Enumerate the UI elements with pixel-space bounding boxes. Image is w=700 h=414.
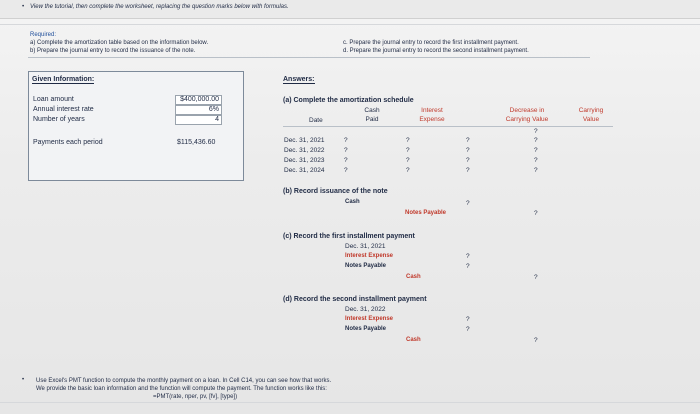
row-interest[interactable]: ?: [406, 167, 410, 174]
given-label-loan: Loan amount: [33, 96, 74, 103]
footer-line-2: We provide the basic loan information and the function will compute the payment. The function works like this:: [36, 386, 327, 392]
part-d-cash: Cash: [406, 337, 421, 343]
row-decrease[interactable]: ?: [466, 157, 470, 164]
part-c-cash: Cash: [406, 274, 421, 280]
given-info-panel: [28, 71, 244, 181]
part-b-cash: Cash: [345, 199, 360, 205]
footer-line-3: =PMT(rate, nper, pv, [fv], [type]): [153, 394, 238, 400]
part-c-notes: Notes Payable: [345, 263, 387, 269]
part-b-debit[interactable]: ?: [466, 200, 470, 207]
part-d-debit-interest[interactable]: ?: [466, 316, 470, 323]
footer-line-1: Use Excel's PMT function to compute the monthly payment on a loan. In Cell C14, you can see how that works.: [36, 378, 332, 384]
row-cash[interactable]: ?: [344, 167, 348, 174]
required-c: c. Prepare the journal entry to record the first installment payment.: [343, 40, 519, 46]
row-carrying[interactable]: ?: [534, 167, 538, 174]
required-a: a) Complete the amortization table based on the information below.: [30, 40, 209, 46]
row-decrease[interactable]: ?: [466, 137, 470, 144]
row-carrying[interactable]: ?: [534, 157, 538, 164]
row-date: Dec. 31, 2023: [284, 157, 325, 164]
given-info-title: Given Information:: [32, 76, 95, 83]
part-d-interest: Interest Expense: [345, 316, 394, 322]
col-carrying-header: Carrying Value: [578, 107, 604, 123]
row-cash[interactable]: ?: [344, 157, 348, 164]
part-b-notes-payable: Notes Payable: [405, 210, 447, 216]
part-b-credit[interactable]: ?: [534, 210, 538, 217]
payment-cell[interactable]: $115,436.60: [177, 139, 216, 146]
years-cell[interactable]: 4: [175, 115, 222, 125]
required-heading: Required:: [30, 32, 57, 38]
col-decrease-header: Decrease in Carrying Value: [505, 107, 549, 123]
row-date: Dec. 31, 2022: [284, 147, 325, 154]
row-interest[interactable]: ?: [406, 147, 410, 154]
row-cash[interactable]: ?: [344, 137, 348, 144]
col-date-header: Date: [309, 117, 323, 124]
given-label-payment: Payments each period: [33, 139, 103, 146]
grid-line: [0, 402, 700, 403]
opening-carrying-value[interactable]: ?: [534, 128, 538, 135]
part-d-date: Dec. 31, 2022: [345, 306, 386, 313]
instruction-text: View the tutorial, then complete the worksheet, replacing the question marks below with formulas.: [30, 4, 289, 10]
row-decrease[interactable]: ?: [466, 147, 470, 154]
bullet-icon: •: [22, 4, 25, 10]
row-interest[interactable]: ?: [406, 157, 410, 164]
part-d-credit-cash[interactable]: ?: [534, 337, 538, 344]
row-cash[interactable]: ?: [344, 147, 348, 154]
row-carrying[interactable]: ?: [534, 137, 538, 144]
part-a-title: (a) Complete the amortization schedule: [283, 97, 414, 104]
answers-title: Answers:: [283, 76, 315, 83]
part-c-debit-interest[interactable]: ?: [466, 253, 470, 260]
part-c-interest: Interest Expense: [345, 253, 394, 259]
row-decrease[interactable]: ?: [466, 167, 470, 174]
part-b-title: (b) Record issuance of the note: [283, 188, 388, 195]
part-c-title: (c) Record the first installment payment: [283, 233, 415, 240]
part-c-credit-cash[interactable]: ?: [534, 274, 538, 281]
header-divider: [283, 126, 613, 127]
row-carrying[interactable]: ?: [534, 147, 538, 154]
part-d-title: (d) Record the second installment payment: [283, 296, 427, 303]
required-d: d. Prepare the journal entry to record the second installment payment.: [343, 48, 529, 54]
part-d-debit-notes[interactable]: ?: [466, 326, 470, 333]
loan-amount-cell[interactable]: $400,000.00: [175, 95, 222, 105]
part-d-notes: Notes Payable: [345, 326, 387, 332]
part-c-debit-notes[interactable]: ?: [466, 263, 470, 270]
grid-line: [0, 24, 700, 25]
col-cash-header: Cash Paid: [364, 107, 380, 123]
interest-rate-cell[interactable]: 6%: [175, 105, 222, 115]
col-interest-header: Interest Expense: [419, 107, 445, 123]
part-c-date: Dec. 31, 2021: [345, 243, 386, 250]
divider: [28, 57, 590, 58]
row-interest[interactable]: ?: [406, 137, 410, 144]
row-date: Dec. 31, 2021: [284, 137, 325, 144]
required-b: b) Prepare the journal entry to record the issuance of the note.: [30, 48, 196, 54]
given-label-rate: Annual interest rate: [33, 106, 94, 113]
row-date: Dec. 31, 2024: [284, 167, 325, 174]
bullet-icon: •: [22, 377, 25, 383]
given-label-years: Number of years: [33, 116, 85, 123]
